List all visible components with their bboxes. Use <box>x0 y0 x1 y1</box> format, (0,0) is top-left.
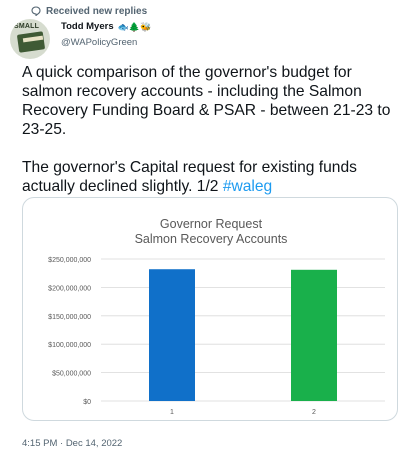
bar-2 <box>291 270 337 401</box>
tweet-text <box>22 63 402 196</box>
y-tick-label: $250,000,000 <box>48 257 91 264</box>
y-tick-label: $50,000,000 <box>52 370 91 378</box>
tweet-paragraph-2-text: The governor's Capital request for existing funds actually declined slightly. 1/2 <box>22 159 357 195</box>
y-tick-label: $0 <box>83 399 91 406</box>
y-tick-label: $100,000,000 <box>48 342 91 350</box>
chart-x-ticks <box>170 409 316 416</box>
tweet-paragraph-1: A quick comparison of the governor's budget for salmon recovery accounts - including the Salmon Recovery Funding Board & PSAR - between 21-23 to 23-25. <box>22 64 391 138</box>
author-emojis: 🐟🌲🐝 <box>117 21 152 32</box>
author-handle[interactable]: @WAPolicyGreen <box>61 37 138 48</box>
chart-y-ticks <box>48 257 91 406</box>
chart-subtitle: Salmon Recovery Accounts <box>134 232 288 246</box>
author-name[interactable]: Todd Myers <box>61 21 114 32</box>
hashtag-link[interactable]: #waleg <box>222 178 273 195</box>
avatar-text: SMALL <box>14 23 40 30</box>
chart-title: Governor Request <box>159 217 263 231</box>
tweet-timestamp[interactable]: 4:15 PM · Dec 14, 2022 <box>22 438 123 449</box>
bar-1 <box>149 269 195 401</box>
tweet-media-chart[interactable] <box>22 197 398 421</box>
y-tick-label: $150,000,000 <box>48 313 91 321</box>
tweet-paragraph-2 <box>22 158 402 196</box>
author-name-line <box>61 21 151 32</box>
reply-icon <box>31 6 41 16</box>
x-tick-label: 1 <box>170 409 174 416</box>
avatar[interactable] <box>10 19 50 59</box>
avatar-book-shape <box>17 31 45 52</box>
chart-gridlines <box>101 259 385 401</box>
y-tick-label: $200,000,000 <box>48 285 91 293</box>
bar-chart <box>23 198 398 421</box>
chart-bars <box>149 269 337 401</box>
received-replies-label: Received new replies <box>46 5 148 17</box>
received-replies-notice <box>31 5 147 17</box>
x-tick-label: 2 <box>312 409 316 416</box>
